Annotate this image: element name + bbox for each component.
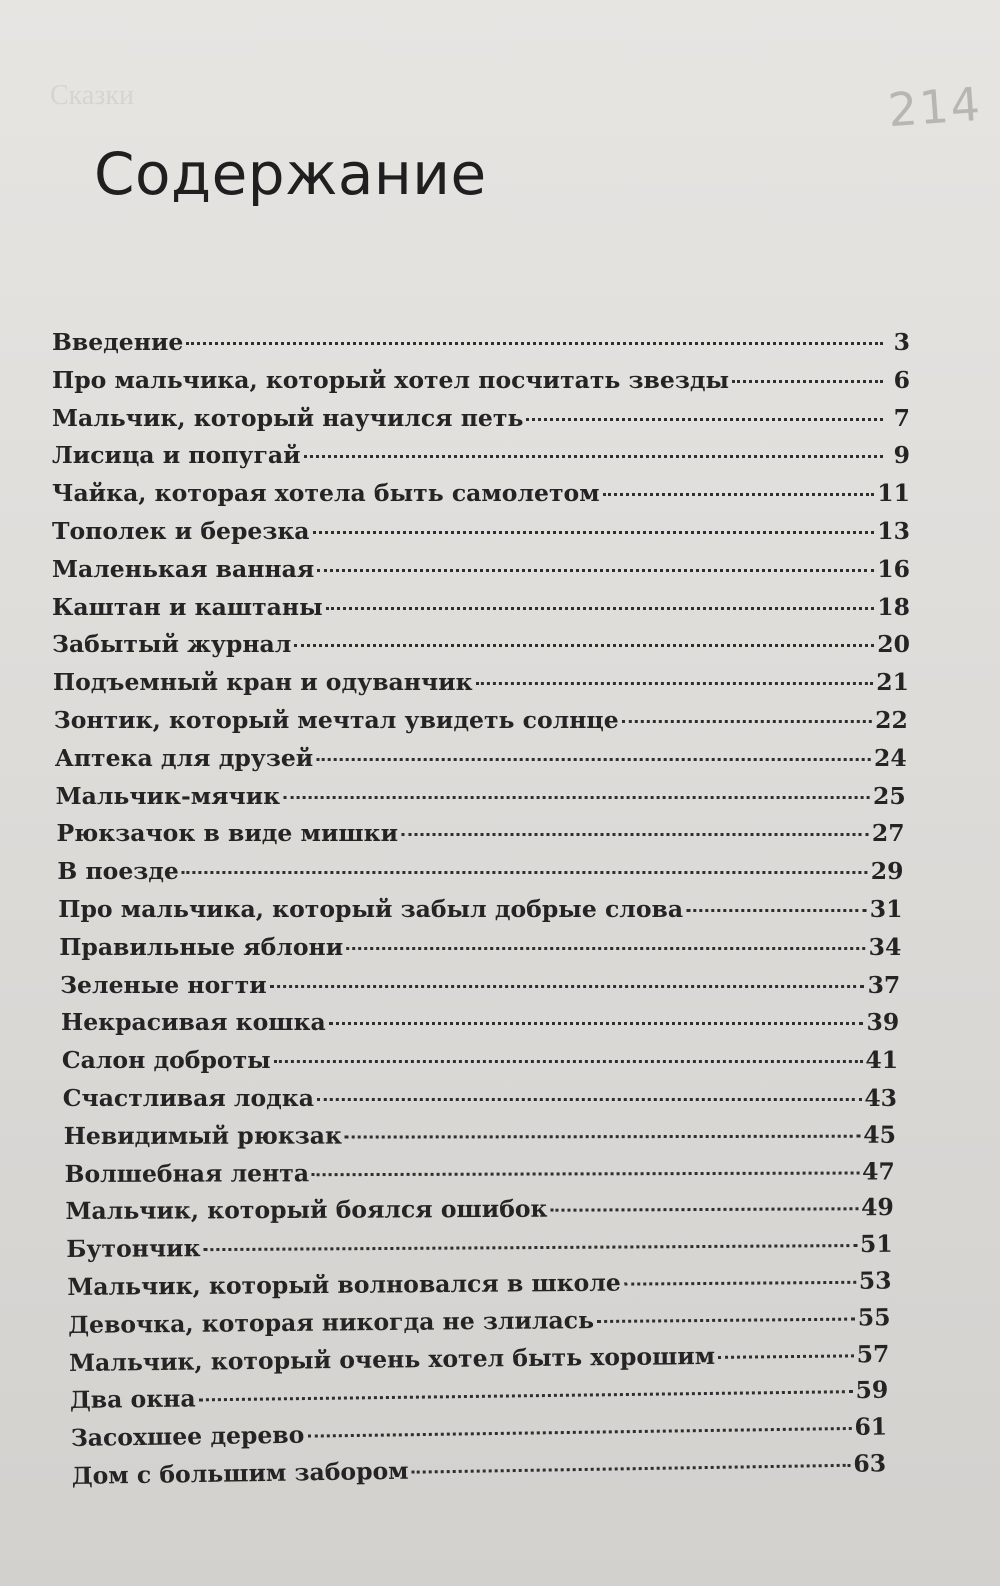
toc-entry-page: 43 [864,1083,898,1112]
toc-entry-title: Невидимый рюкзак [63,1121,343,1150]
toc-entry-page: 34 [868,932,902,961]
toc-entry-page: 3 [893,328,910,356]
toc-entry-page: 6 [893,365,910,394]
toc-entry [52,366,910,404]
toc-leader-dots [526,418,883,421]
toc-entry-page: 18 [877,592,910,621]
toc-leader-dots [283,796,870,799]
toc-entry [52,517,910,555]
toc-entry-title: Про мальчика, который забыл добрые слова [58,894,684,923]
toc-leader-dots [412,1464,851,1474]
toc-leader-dots [550,1208,858,1212]
toc-leader-dots [199,1390,853,1401]
toc-leader-dots [204,1244,857,1251]
toc-leader-dots [316,758,871,761]
toc-entry-title: Зеленые ногти [60,970,267,999]
toc-leader-dots [294,644,874,647]
toc-entry [61,1008,899,1046]
toc-leader-dots [732,380,883,383]
toc-entry-page: 21 [876,668,909,697]
toc-entry [52,404,910,442]
toc-entry-page: 49 [860,1193,894,1222]
toc-entry [57,819,905,857]
toc-entry-title: Рюкзачок в виде мишки [56,819,399,848]
toc-entry-title: Про мальчика, который хотел посчитать звезды [52,365,730,394]
toc-entry-page: 27 [871,819,905,848]
toc-entry-title: Мальчик-мячик [55,781,281,810]
toc-entry [59,933,901,971]
bleed-through-header: Сказки [50,80,134,111]
toc-entry-page: 61 [854,1412,888,1442]
toc-entry-title: Салон доброты [61,1046,271,1075]
toc-entry-page: 51 [859,1229,893,1259]
toc-entry-title: Волшебная лента [64,1158,310,1188]
toc-entry-page: 20 [877,630,910,659]
toc-leader-dots [346,947,866,950]
toc-entry-title: Лисица и попугай [52,441,301,470]
toc-entry-page: 57 [856,1339,890,1368]
toc-entry [52,328,910,366]
toc-entry-title: Мальчик, который волновался в школе [67,1268,621,1301]
toc-entry-title: Маленькая ванная [52,554,315,583]
toc-entry-page: 31 [869,894,903,923]
toc-entry [52,479,910,517]
toc-entry [66,1230,893,1273]
toc-entry-title: Мальчик, который очень хотел быть хорошим [68,1341,716,1377]
toc-leader-dots [326,607,875,610]
toc-entry-title: Бутончик [66,1234,201,1264]
toc-entry-page: 22 [875,705,908,734]
toc-entry [58,895,902,933]
toc-leader-dots [603,493,875,496]
toc-entry-title: Некрасивая кошка [61,1008,326,1037]
toc-leader-dots [622,720,872,723]
toc-leader-dots [624,1281,856,1286]
toc-entry [52,441,910,479]
toc-entry-title: Зонтик, который мечтал увидеть солнце [53,705,619,734]
toc-entry-title: Каштан и каштаны [52,592,323,621]
toc-entry-title: Счастливая лодка [62,1083,315,1112]
toc-entry [57,857,903,895]
toc-entry-title: Два окна [69,1384,196,1415]
toc-entry [60,971,900,1009]
toc-entry-page: 59 [855,1376,889,1405]
toc-entry [52,593,910,631]
toc-entry-title: Мальчик, который боялся ошибок [65,1195,548,1226]
toc-entry [55,744,907,782]
toc-entry [62,1046,898,1084]
toc-leader-dots [313,531,875,534]
toc-entry-title: Мальчик, который научился петь [52,403,524,432]
toc-entry [52,555,910,593]
toc-leader-dots [401,833,869,836]
toc-leader-dots [307,1427,851,1438]
toc-leader-dots [476,682,874,685]
toc-entry [52,630,910,668]
toc-entry-title: Дом с большим забором [71,1456,409,1490]
toc-entry-title: Введение [52,328,184,356]
page-title: Содержание [94,140,487,208]
toc-entry-page: 53 [858,1266,892,1295]
toc-entry-title: Девочка, которая никогда не злилась [68,1305,595,1339]
toc-leader-dots [186,342,883,345]
toc-leader-dots [304,455,883,458]
toc-entry-title: Засохшее дерево [70,1420,305,1453]
toc-entry-page: 63 [853,1449,887,1478]
toc-entry-page: 9 [893,441,910,470]
toc-leader-dots [274,1060,863,1063]
toc-entry-page: 16 [877,554,910,583]
toc-entry-page: 11 [877,479,910,508]
toc-entry-title: Чайка, которая хотела быть самолетом [52,479,600,508]
toc-leader-dots [317,569,874,572]
toc-entry [63,1084,897,1122]
toc-entry-title: Аптека для друзей [54,743,314,772]
toc-entry [65,1157,895,1197]
toc-entry [54,706,908,744]
toc-entry-page: 47 [862,1156,895,1186]
toc-entry-title: Забытый журнал [52,630,292,659]
toc-entry-page: 41 [865,1046,899,1075]
toc-entry [53,668,909,706]
toc-entry-page: 25 [872,781,906,810]
toc-leader-dots [270,985,865,988]
toc-entry-title: Тополек и березка [52,516,310,545]
toc-entry-page: 55 [857,1302,891,1332]
toc-leader-dots [686,909,867,912]
toc-leader-dots [182,871,868,874]
toc-entry [56,782,906,820]
toc-leader-dots [329,1022,864,1025]
toc-entry-page: 45 [863,1120,896,1149]
toc-entry-page: 29 [870,857,904,886]
toc-entry-page: 39 [866,1008,900,1037]
table-of-contents [52,328,910,1500]
toc-leader-dots [597,1317,855,1322]
toc-entry-page: 24 [874,743,907,772]
toc-entry-title: В поезде [57,857,179,886]
toc-entry [64,1120,896,1159]
toc-entry-page: 37 [867,970,901,999]
toc-entry-title: Подъемный кран и одуванчик [52,668,473,697]
handwritten-page-mark: 214 [886,76,984,138]
toc-leader-dots [312,1171,859,1176]
toc-entry [65,1193,893,1235]
toc-entry-page: 13 [877,516,910,545]
toc-entry-title: Правильные яблони [59,932,344,961]
toc-leader-dots [317,1098,861,1101]
toc-leader-dots [718,1354,854,1358]
toc-leader-dots [345,1134,860,1138]
toc-entry-page: 7 [893,403,910,432]
